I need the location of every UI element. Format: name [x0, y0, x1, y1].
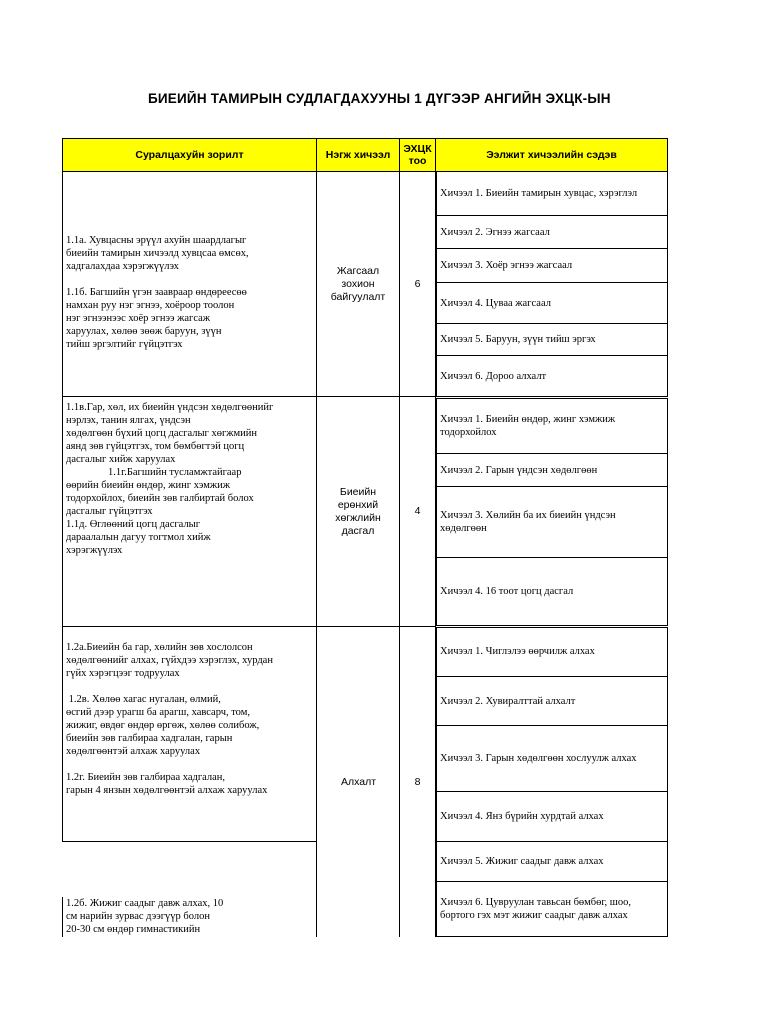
header-lessons: Ээлжит хичээлийн сэдэв [435, 138, 668, 172]
lesson-row: Хичээл 2. Гарын үндсэн хөдөлгөөн [436, 454, 668, 487]
header-hours: ЭХЦК тоо [399, 138, 436, 172]
section-1-goal: 1.1а. Хувцасны эрүүл ахуйн шаардлагыг биеийн тамирын хичээлд хувцсаа өмсөх, хадгалахдаа хэрэгжүүлэх 1.1б. Багшийн үгэн заавраар өндөреесөө намхан руу нэг эгнээ, хоёроор тоолон нэг эгнээнээс хоёр эгнээ жагсаж харуулах, хөлөө зөөж баруун, зүүн тийш эргэлтийг гүйцэтгэх [62, 171, 317, 397]
lesson-row: Хичээл 1. Биеийн өндөр, жинг хэмжиж тодорхойлох [436, 398, 668, 454]
lesson-row: Хичээл 4. Янз бүрийн хурдтай алхах [436, 792, 668, 842]
header-goal: Суралцахуйн зорилт [62, 138, 317, 172]
lesson-row: Хичээл 1. Биеийн тамирын хувцас, хэрэглэл [436, 171, 668, 216]
header-unit: Нэгж хичээл [316, 138, 400, 172]
lesson-row: Хичээл 4. 16 тоот цогц дасгал [436, 558, 668, 626]
lesson-row: Хичээл 2. Эгнээ жагсаал [436, 216, 668, 249]
page-title: БИЕИЙН ТАМИРЫН СУДЛАГДАХУУНЫ 1 ДҮГЭЭР АНГИЙН ЭХЦК-ЫН [148, 91, 611, 106]
section-2-unit: Биеийн ерөнхий хөгжлийн дасгал [316, 396, 400, 627]
section-3-goal: 1.2а.Биеийн ба гар, хөлийн зөв хослолсон хөдөлгөөнийг алхах, гүйхдээ хэрэглэх, хурдан гүйх хэрэгцээг тодруулах 1.2в. Хөлөө хагас нугалан, өлмий, өсгий дээр урагш ба арагш, хавсарч, том, жижиг, өвдөг өндөр өргөж, хөлөө солибож, биеийн зөв галбираа хадгалан, гарын хөдөлгөөнтэй алхаж харуулах 1.2г. Биеийн зөв галбираа хадгалан, гарын 4 янзын хөдөлгөөнтэй алхаж харуулах [62, 626, 317, 842]
lesson-row: Хичээл 3. Хөлийн ба их биеийн үндсэн хөдөлгөөн [436, 487, 668, 558]
lesson-row: Хичээл 4. Цуваа жагсаал [436, 283, 668, 324]
lesson-row: Хичээл 3. Хоёр эгнээ жагсаал [436, 249, 668, 283]
section-2-hours: 4 [399, 396, 436, 627]
section-3-unit: Алхалт [316, 626, 400, 937]
lesson-row: Хичээл 2. Хувиралттай алхалт [436, 677, 668, 726]
lesson-row: Хичээл 5. Жижиг саадыг давж алхах [436, 842, 668, 882]
lesson-row: Хичээл 5. Баруун, зүүн тийш эргэх [436, 324, 668, 356]
section-3-hours: 8 [399, 626, 436, 937]
lesson-row: Хичээл 6. Цувруулан тавьсан бөмбөг, шоо, бортого гэх мэт жижиг саадыг давж алхах [436, 882, 668, 937]
section-1-hours: 6 [399, 171, 436, 397]
section-3-goal-continued: 1.2б. Жижиг саадыг давж алхах, 10 см нарийн зурвас дээгүүр болон 20-30 см өндөр гимнастикийн [62, 897, 317, 937]
section-1-unit: Жагсаал зохион байгуулалт [316, 171, 400, 397]
lesson-row: Хичээл 6. Дороо алхалт [436, 356, 668, 397]
lesson-row: Хичээл 1. Чиглэлээ өөрчилж алхах [436, 627, 668, 677]
section-2-goal: 1.1в.Гар, хөл, их биеийн үндсэн хөдөлгөөнийг нэрлэх, танин ялгах, үндсэн хөдөлгөөн бүхий цогц дасгалыг хөгжмийн аянд зөв гүйцэтгэх, том бөмбөгтэй цогц дасгалыг хийж харуулах 1.1г.Багшийн тусламжтайгаар өөрийн биеийн өндөр, жинг хэмжиж тодорхойлох, биеийн зөв галбиртай болох дасгалыг гүйцэтгэх 1.1д. Өглөөний цогц дасгалыг дараалалын дагуу тогтмол хийж хэрэгжүүлэх [62, 396, 317, 627]
lesson-row: Хичээл 3. Гарын хөдөлгөөн хослуулж алхах [436, 726, 668, 792]
